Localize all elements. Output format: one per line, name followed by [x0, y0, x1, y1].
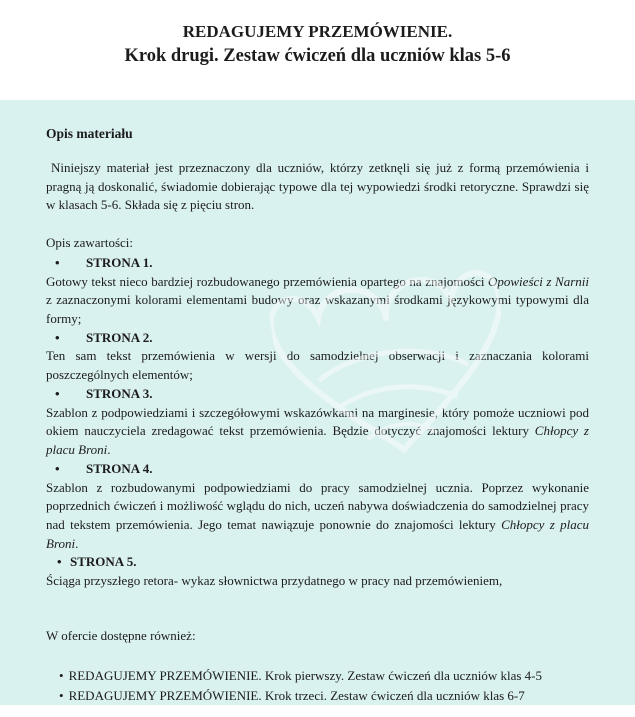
section-label: STRONA 2. — [86, 329, 153, 345]
section-text-after: z zaznaczonymi kolorami elementami budowy oraz wskazanymi środkami językowymi typowymi dla formy; — [46, 292, 589, 327]
section-text — [46, 572, 589, 591]
section-text-italic: Chłopcy z placu Broni — [46, 516, 590, 551]
section-bullet-line — [46, 329, 589, 348]
bullet-icon: • — [55, 329, 60, 345]
section-bullet-line — [46, 460, 589, 479]
description-panel — [0, 100, 635, 705]
page-title-line2: Krok drugi. Zestaw ćwiczeń dla uczniów klas 5-6 — [124, 45, 511, 66]
contents-heading: Opis zawartości: — [46, 235, 134, 251]
section-label: STRONA 4. — [86, 460, 153, 476]
offer-heading: W ofercie dostępne również: — [46, 627, 196, 643]
section-text-before: Ściąga przyszłego retora- wykaz słownictwa przydatnego w pracy nad przemówieniem, — [46, 573, 503, 589]
offer-item-2 — [46, 686, 589, 707]
section-label: STRONA 3. — [86, 385, 153, 401]
section-text — [46, 479, 589, 554]
offer-item-1 — [46, 666, 589, 687]
section-text-italic: Chłopcy z placu Broni — [46, 423, 589, 458]
bullet-icon: • — [55, 460, 60, 476]
section-strona-4 — [46, 460, 589, 554]
section-text-after: . — [75, 535, 79, 551]
page-title-line1: REDAGUJEMY PRZEMÓWIENIE. — [182, 22, 453, 41]
section-text-before: Szablon z rozbudowanymi podpowiedziami do pracy samodzielnej ucznia. Poprzez wykonanie poprzednich ćwiczeń i możliwość wglądu do nich, uczeń nabywa doświadczenia do samodzielnej pracy nad tekstem przemówienia. Jego temat nawiązuje ponownie do znajomości lektury — [46, 479, 589, 532]
bullet-icon: • — [57, 554, 62, 570]
offer-item-text: REDAGUJEMY PRZEMÓWIENIE. Krok pierwszy. Zestaw ćwiczeń dla uczniów klas 4-5 — [68, 667, 542, 683]
document-header — [0, 0, 635, 70]
intro-paragraph: Niniejszy materiał jest przeznaczony dla uczniów, którzy zetknęli się już z formą przemówienia i pragną ją doskonalić, świadomie dobierając typowe dla tej wypowiedzi środki retoryczne. Sprawdzi się w klasach 5-6. Składa się z pięciu stron. — [46, 160, 589, 213]
material-heading: Opis materiału — [46, 126, 133, 141]
section-strona-5 — [46, 553, 589, 590]
bullet-icon: • — [55, 385, 60, 401]
section-strona-3 — [46, 385, 589, 460]
bullet-icon: • — [55, 254, 60, 270]
section-text — [46, 347, 589, 384]
section-strona-1 — [46, 254, 589, 329]
section-strona-2 — [46, 329, 589, 385]
bullet-icon: • — [59, 688, 64, 704]
section-label: STRONA 5. — [70, 554, 137, 570]
section-text — [46, 404, 589, 460]
section-text-before: Gotowy tekst nieco bardziej rozbudowanego przemówienia opartego na znajomości — [46, 273, 488, 289]
section-label: STRONA 1. — [86, 254, 153, 270]
section-bullet-line — [46, 254, 589, 273]
section-text — [46, 273, 589, 329]
section-text-after: . — [107, 442, 111, 458]
section-bullet-line — [46, 553, 589, 572]
section-text-before: Szablon z podpowiedziami i szczegółowymi wskazówkami na marginesie, który pomoże uczniowi pod okiem nauczyciela zredagować tekst przemówienia. Będzie dotyczyć znajomości lektury — [46, 404, 589, 439]
offer-item-text: REDAGUJEMY PRZEMÓWIENIE. Krok trzeci. Zestaw ćwiczeń dla uczniów klas 6-7 — [68, 688, 525, 704]
section-text-italic: Opowieści z Narnii — [488, 273, 589, 289]
section-bullet-line — [46, 385, 589, 404]
bullet-icon: • — [59, 667, 64, 683]
section-text-before: Ten sam tekst przemówienia w wersji do samodzielnej obserwacji i zaznaczania kolorami poszczególnych elementów; — [46, 348, 589, 383]
